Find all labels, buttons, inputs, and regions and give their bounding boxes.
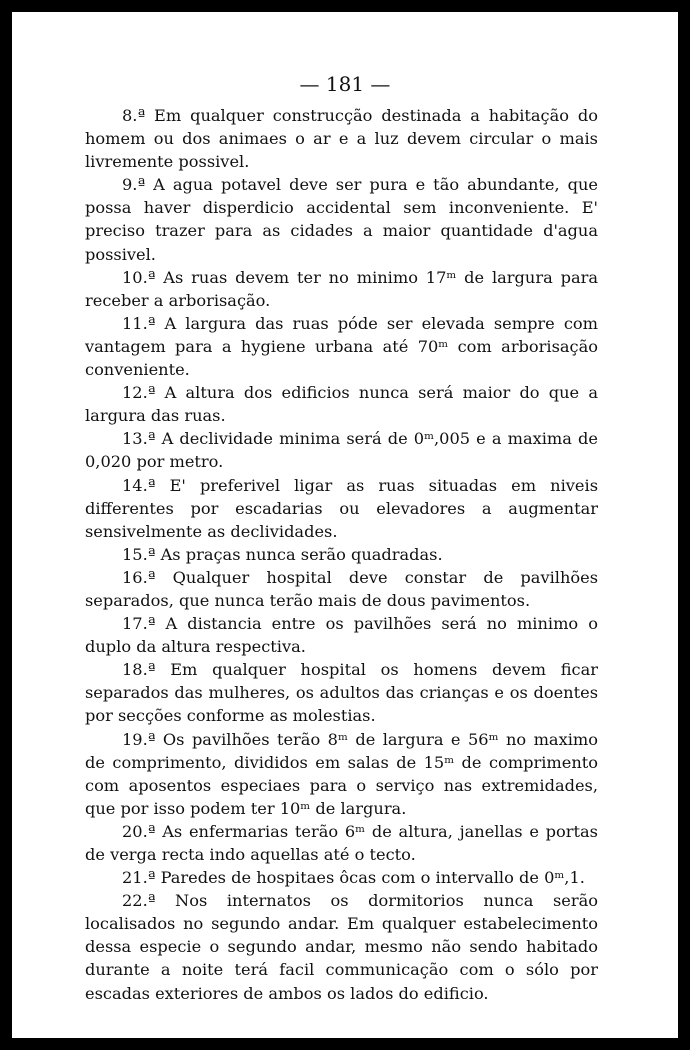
- paragraph-13: 13.ª A declividade minima será de 0ᵐ,005 e a maxima de 0,020 por metro.: [85, 429, 598, 472]
- paragraph-8: 8.ª Em qualquer construcção destinada a habitação do homem ou dos animaes o ar e a luz devem circular o mais livremente possivel.: [85, 106, 598, 172]
- paragraph-9: 9.ª A agua potavel deve ser pura e tão abundante, que possa haver disperdicio accidental sem inconveniente. E' preciso trazer para as cidades a maior quantidade d'agua possivel.: [85, 175, 598, 264]
- page: [12, 12, 678, 1038]
- paragraph-11: 11.ª A largura das ruas póde ser elevada sempre com vantagem para a hygiene urbana até 70ᵐ com arborisação conveniente.: [85, 313, 598, 380]
- paragraph-10: 10.ª As ruas devem ter no minimo 17ᵐ de largura para receber a arborisação.: [85, 267, 598, 310]
- paragraph-20: 20.ª As enfermarias terão 6ᵐ de altura, janellas e portas de verga recta indo aquellas até o tecto.: [85, 821, 598, 864]
- paragraph-16: 16.ª Qualquer hospital deve constar de pavilhões separados, que nunca terão mais de dous pavimentos.: [85, 567, 598, 610]
- paragraph-15: 15.ª As praças nunca serão quadradas.: [122, 544, 443, 564]
- paragraph-12: 12.ª A altura dos edificios nunca será maior do que a largura das ruas.: [85, 383, 598, 426]
- paragraph-21: 21.ª Paredes de hospitaes ôcas com o intervallo de 0ᵐ,1.: [122, 868, 585, 888]
- paragraph-14: 14.ª E' preferivel ligar as ruas situadas em niveis differentes por escadarias ou elevadores a augmentar sensivelmente as declividades.: [85, 475, 598, 541]
- paragraph-19: 19.ª Os pavilhões terão 8ᵐ de largura e 56ᵐ no maximo de comprimento, divididos em salas de 15ᵐ de comprimento com aposentos especiaes para o serviço nas extremidades, que por isso podem ter 10ᵐ de largura.: [85, 729, 598, 818]
- page-number: — 181 —: [299, 72, 391, 96]
- body-text: [85, 104, 598, 1005]
- paragraph-18: 18.ª Em qualquer hospital os homens devem ficar separados das mulheres, os adultos das crianças e os doentes por secções conforme as molestias.: [85, 660, 599, 726]
- paragraph-22: 22.ª Nos internatos os dormitorios nunca serão localisados no segundo andar. Em qualquer estabelecimento dessa especie o segundo andar, mesmo não sendo habitado durante a noite terá facil communicação com o sólo por escadas exteriores de ambos os lados do edificio.: [85, 891, 598, 1003]
- paragraph-17: 17.ª A distancia entre os pavilhões será no minimo o duplo da altura respectiva.: [85, 614, 598, 657]
